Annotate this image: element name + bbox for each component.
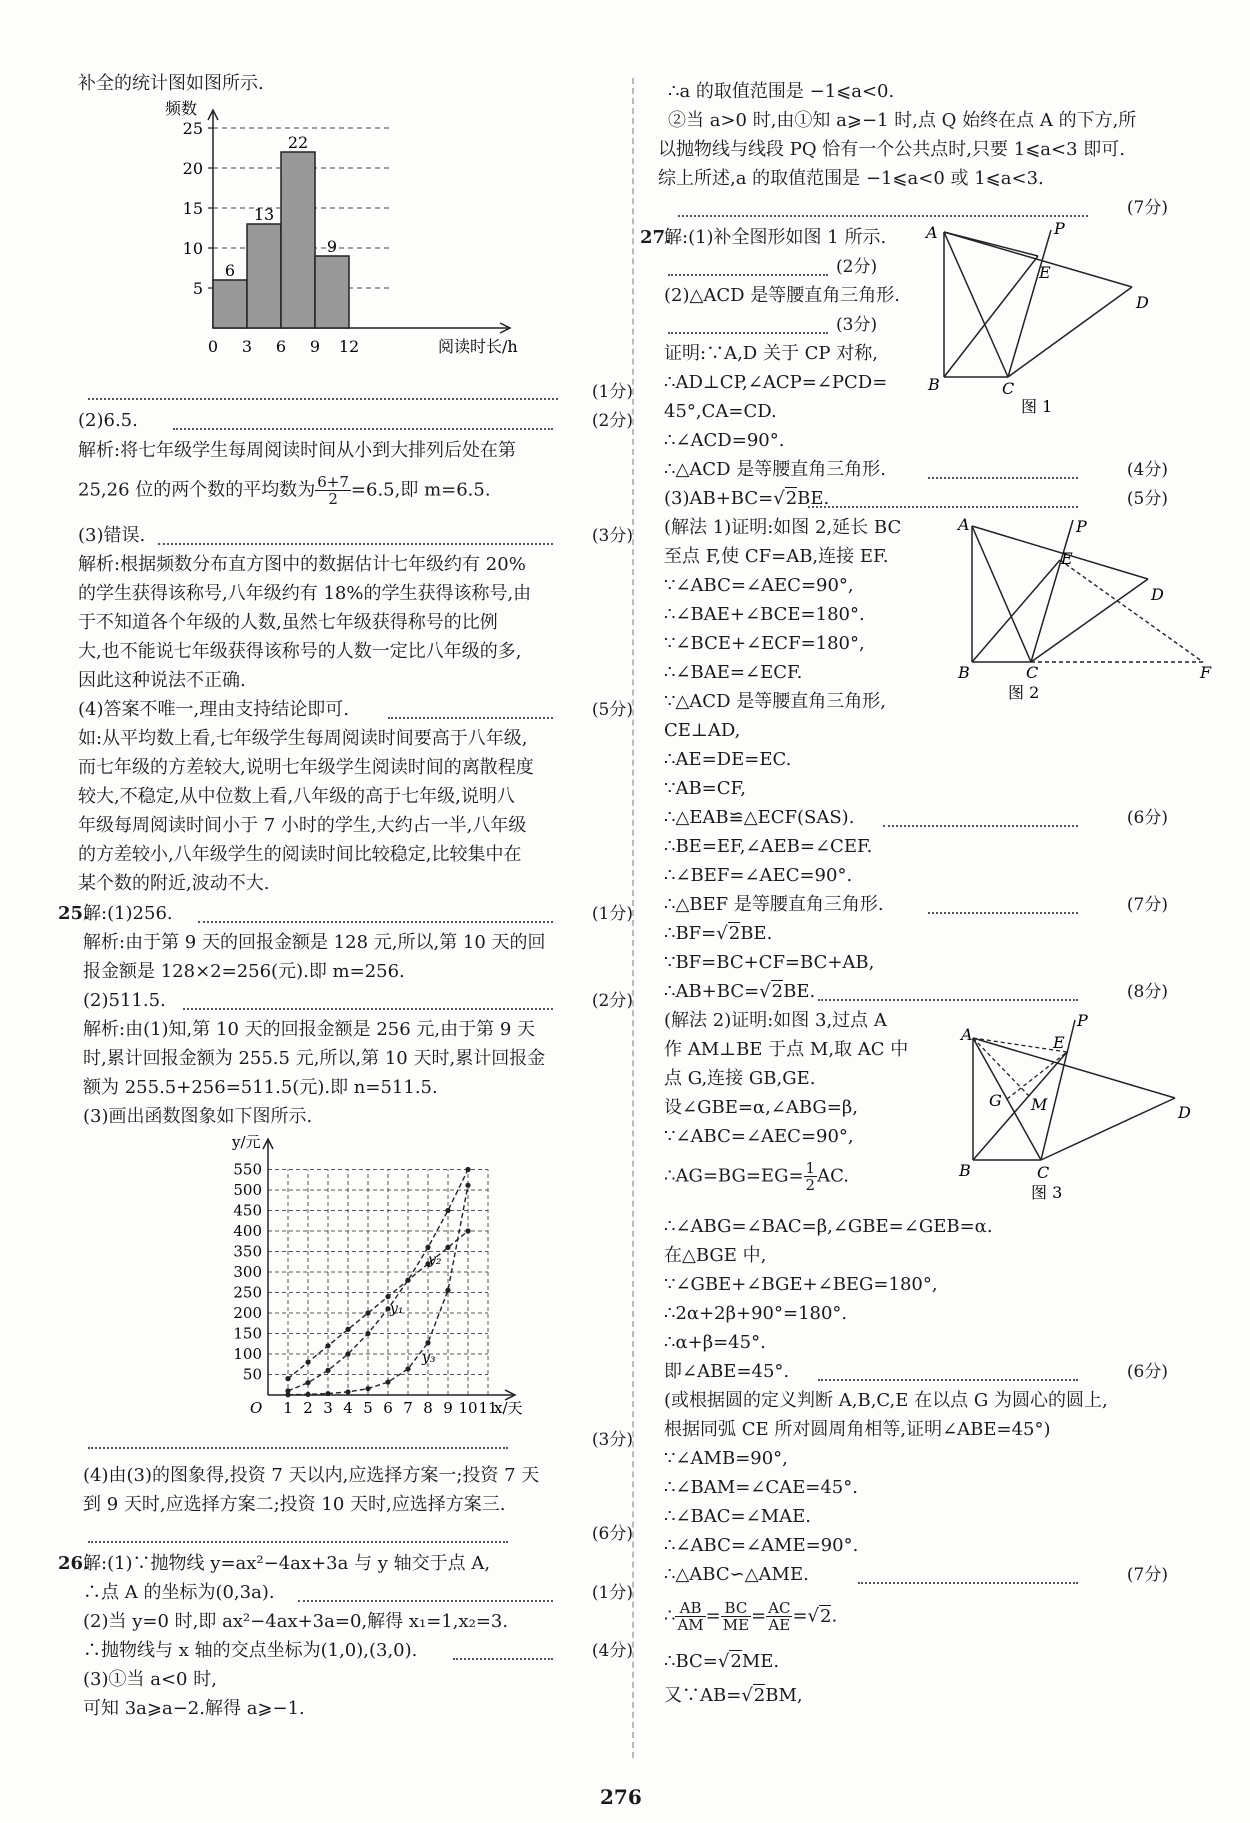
y-tick-label: 10 bbox=[182, 239, 203, 258]
answer-text: ∴抛物线与 x 轴的交点坐标为(1,0),(3,0). bbox=[83, 1640, 418, 1661]
question-number: 26. bbox=[58, 1553, 90, 1574]
x-tick-label: 12 bbox=[338, 337, 360, 356]
x-tick-label: 1 bbox=[283, 1399, 293, 1417]
point-label: D bbox=[1136, 293, 1149, 312]
proof-text: ∴α+β=45°. bbox=[664, 1332, 766, 1353]
proof-text: ∴∠BAE=∠ECF. bbox=[664, 662, 803, 683]
question-number: 25. bbox=[58, 903, 90, 924]
figure-caption: 图 2 bbox=[1008, 683, 1040, 702]
figure-1 bbox=[916, 220, 1166, 415]
score-label: (5分) bbox=[1126, 489, 1168, 509]
y-tick-label: 500 bbox=[233, 1181, 262, 1199]
analysis-text: 时,累计回报金额为 255.5 元,所以,第 10 天时,累计回报金 bbox=[83, 1048, 546, 1069]
point-label: E bbox=[1061, 549, 1073, 568]
data-point bbox=[465, 1228, 470, 1233]
point-label: C bbox=[1037, 1163, 1050, 1182]
figure-caption: 图 1 bbox=[1021, 397, 1053, 416]
y-tick-label: 150 bbox=[233, 1324, 262, 1343]
bar-value-label: 22 bbox=[287, 133, 309, 152]
y-tick-label: 350 bbox=[233, 1242, 262, 1261]
point-label: F bbox=[1200, 663, 1212, 682]
x-tick-label: 0 bbox=[207, 337, 219, 356]
proof-text: ∵∠ABC=∠AEC=90°, bbox=[664, 1126, 854, 1147]
figure-2 bbox=[958, 516, 1223, 701]
origin-label: O bbox=[250, 1399, 263, 1417]
point-label: P bbox=[1076, 517, 1087, 536]
series-label: y₂ bbox=[428, 1251, 442, 1268]
proof-text: ∵∠ABC=∠AEC=90°, bbox=[664, 575, 854, 596]
proof-text: 设∠GBE=α,∠ABG=β, bbox=[664, 1097, 859, 1118]
data-point bbox=[365, 1310, 370, 1315]
analysis-text: 的方差较小,八年级学生的阅读时间比较稳定,比较集中在 bbox=[78, 844, 522, 865]
data-point bbox=[425, 1245, 430, 1250]
y-tick-label: 50 bbox=[242, 1365, 262, 1384]
point-label: C bbox=[1026, 663, 1039, 682]
analysis-text: 因此这种说法不正确. bbox=[78, 670, 246, 691]
score-label: (2分) bbox=[836, 257, 878, 277]
histogram-bar bbox=[315, 256, 349, 328]
answer-2: (2)6.5. bbox=[78, 410, 138, 431]
data-point bbox=[285, 1376, 290, 1381]
x-tick-label: 2 bbox=[303, 1399, 313, 1417]
score-label: (7分) bbox=[1126, 1565, 1168, 1585]
point-label: B bbox=[928, 375, 940, 394]
proof-text: 在△BGE 中, bbox=[664, 1245, 767, 1266]
proof-text: ∴∠ABC=∠AME=90°. bbox=[664, 1535, 859, 1556]
data-point bbox=[385, 1379, 390, 1384]
score-label: (3分) bbox=[591, 1430, 633, 1450]
data-point bbox=[305, 1380, 310, 1385]
proof-text: ∴BF=√2BE. bbox=[664, 923, 773, 944]
score-label: (4分) bbox=[1126, 460, 1168, 480]
point-label: B bbox=[959, 1161, 971, 1180]
proof-text: ∴△EAB≌△ECF(SAS). bbox=[664, 807, 855, 828]
page-number: 276 bbox=[600, 1785, 642, 1809]
score-label: (2分) bbox=[591, 411, 633, 431]
series-label: y₁ bbox=[390, 1301, 404, 1317]
proof-text: ∴AE=DE=EC. bbox=[664, 749, 792, 770]
data-point bbox=[465, 1167, 470, 1172]
x-axis-label: 阅读时长/h bbox=[438, 337, 518, 356]
answer-4: (4)答案不唯一,理由支持结论即可. bbox=[78, 699, 349, 720]
proof-text: ∴AD⊥CP,∠ACP=∠PCD= bbox=[664, 372, 888, 393]
answer-text: 以抛物线与线段 PQ 恰有一个公共点时,只要 1⩽a<3 即可. bbox=[658, 139, 1125, 160]
y-axis-label: y/元 bbox=[232, 1133, 261, 1151]
data-point bbox=[325, 1368, 330, 1373]
point-label: G bbox=[989, 1091, 1002, 1110]
function-graph bbox=[188, 1133, 523, 1423]
answer-3: (3)错误. bbox=[78, 525, 146, 546]
proof-text: ∴∠BAC=∠MAE. bbox=[664, 1506, 811, 1527]
answer-text: (3)①当 a<0 时, bbox=[83, 1669, 217, 1690]
proof-text: ∵△ACD 是等腰直角三角形, bbox=[664, 691, 886, 712]
x-tick-label: 11 bbox=[478, 1399, 498, 1417]
analysis-text: 解析:由(1)知,第 10 天的回报金额是 256 元,由于第 9 天 bbox=[83, 1019, 536, 1040]
x-tick-label: 5 bbox=[363, 1399, 373, 1417]
score-label: (6分) bbox=[591, 1524, 633, 1544]
ratio-equation: ∴ $\frac{AB}{AM}$ = $\frac{BC}{ME}$ = $\frac{AC}{AE}$ =√2. bbox=[664, 1599, 838, 1634]
histogram-bar bbox=[213, 280, 247, 328]
data-point bbox=[345, 1351, 350, 1356]
proof-text: ∴△BEF 是等腰直角三角形. bbox=[664, 894, 884, 915]
score-label: (6分) bbox=[1126, 808, 1168, 828]
data-point bbox=[345, 1389, 350, 1394]
x-tick-label: 6 bbox=[275, 337, 287, 356]
data-point bbox=[305, 1360, 310, 1365]
answer-text: 解:(1)∵抛物线 y=ax²−4ax+3a 与 y 轴交于点 A, bbox=[83, 1553, 491, 1574]
proof-text: 即∠ABE=45°. bbox=[664, 1361, 790, 1382]
proof-text: ∴∠BEF=∠AEC=90°. bbox=[664, 865, 853, 886]
proof-text: ∴∠ABG=∠BAC=β,∠GBE=∠GEB=α. bbox=[664, 1216, 993, 1237]
histogram bbox=[138, 99, 538, 372]
proof-text: ∵∠AMB=90°, bbox=[664, 1448, 788, 1469]
answer-text: 到 9 天时,应选择方案二;投资 10 天时,应选择方案三. bbox=[83, 1494, 506, 1515]
proof-text: ∵AB=CF, bbox=[664, 778, 746, 799]
point-label: A bbox=[961, 1025, 973, 1044]
proof-text: ∴AG=BG=EG= $\frac{1}{2}$ AC. bbox=[664, 1159, 849, 1194]
answer-text: (3)AB+BC=√2BE. bbox=[664, 488, 830, 509]
data-point bbox=[365, 1386, 370, 1391]
x-tick-label: 10 bbox=[458, 1399, 478, 1417]
point-label: M bbox=[1031, 1095, 1048, 1114]
analysis-text: 如:从平均数上看,七年级学生每周阅读时间要高于八年级, bbox=[78, 728, 528, 749]
point-label: A bbox=[926, 223, 938, 242]
series-label: y₃ bbox=[422, 1350, 436, 1367]
point-label: A bbox=[958, 515, 970, 534]
figure-caption: 图 3 bbox=[1031, 1183, 1063, 1202]
score-label: (7分) bbox=[1126, 895, 1168, 915]
x-tick-label: 6 bbox=[383, 1399, 393, 1417]
point-label: E bbox=[1039, 263, 1051, 282]
y-tick-label: 25 bbox=[182, 119, 203, 138]
score-label: (2分) bbox=[591, 991, 633, 1011]
analysis-text: 年级每周阅读时间小于 7 小时的学生,大约占一半,八年级 bbox=[78, 815, 527, 836]
y-tick-label: 400 bbox=[233, 1222, 262, 1240]
proof-text: (解法 1)证明:如图 2,延长 BC bbox=[664, 517, 902, 538]
proof-text: ∴∠ACD=90°. bbox=[664, 430, 785, 451]
y-tick-label: 100 bbox=[233, 1345, 262, 1363]
analysis-text: 较大,不稳定,从中位数上看,八年级的高于七年级,说明八 bbox=[78, 786, 515, 807]
figure-3 bbox=[959, 1010, 1203, 1202]
proof-text: ∵∠GBE+∠BGE+∠BEG=180°, bbox=[664, 1274, 938, 1295]
answer-text: (4)由(3)的图象得,投资 7 天以内,应选择方案一;投资 7 天 bbox=[83, 1465, 540, 1486]
analysis-text: 解析:将七年级学生每周阅读时间从小到大排列后处在第 bbox=[78, 440, 517, 461]
proof-text: 又∵AB=√2BM, bbox=[664, 1685, 803, 1706]
analysis-text: 解析:由于第 9 天的回报金额是 128 元,所以,第 10 天的回 bbox=[83, 932, 546, 953]
y-tick-label: 250 bbox=[233, 1283, 262, 1302]
data-point bbox=[385, 1294, 390, 1299]
proof-text: (或根据圆的定义判断 A,B,C,E 在以点 G 为圆心的圆上, bbox=[664, 1390, 1108, 1411]
point-label: C bbox=[1002, 379, 1015, 398]
analysis-text: 大,也不能说七年级获得该称号的人数一定比八年级的多, bbox=[78, 641, 522, 662]
answer-text: (2)当 y=0 时,即 ax²−4ax+3a=0,解得 x₁=1,x₂=3. bbox=[83, 1611, 509, 1632]
analysis-text: 解析:根据频数分布直方图中的数据估计七年级约有 20% bbox=[78, 554, 526, 575]
score-label: (5分) bbox=[591, 700, 633, 720]
proof-text: 至点 F,使 CF=AB,连接 EF. bbox=[664, 546, 889, 567]
histogram-bar bbox=[247, 224, 281, 328]
score-label: (1分) bbox=[591, 1583, 633, 1603]
score-label: (8分) bbox=[1126, 982, 1168, 1002]
score-label: (1分) bbox=[591, 904, 633, 924]
x-tick-label: 8 bbox=[423, 1399, 433, 1417]
y-tick-label: 15 bbox=[182, 199, 203, 218]
proof-text: 证明:∵A,D 关于 CP 对称, bbox=[664, 343, 878, 364]
series-line bbox=[288, 1170, 468, 1391]
data-point bbox=[465, 1183, 470, 1188]
score-label: (7分) bbox=[1126, 198, 1168, 218]
proof-text: 点 G,连接 GB,GE. bbox=[664, 1068, 816, 1089]
data-point bbox=[445, 1245, 450, 1250]
x-tick-label: 3 bbox=[241, 337, 253, 356]
proof-text: ∴BC=√2ME. bbox=[664, 1651, 780, 1672]
question-number: 27. bbox=[640, 227, 672, 248]
analysis-text: 于不知道各个年级的人数,虽然七年级获得称号的比例 bbox=[78, 612, 498, 633]
y-axis-label: 频数 bbox=[165, 99, 198, 118]
answer-text: 解:(1)256. bbox=[83, 903, 173, 924]
analysis-text: 的学生获得该称号,八年级约有 18%的学生获得该称号,由 bbox=[78, 583, 532, 604]
answer-text: ②当 a>0 时,由①知 a⩾−1 时,点 Q 始终在点 A 的下方,所 bbox=[668, 110, 1137, 131]
y-tick-label: 5 bbox=[192, 279, 203, 298]
data-point bbox=[285, 1392, 290, 1397]
analysis-text: 额为 255.5+256=511.5(元).即 n=511.5. bbox=[83, 1077, 438, 1098]
answer-text: ∴a 的取值范围是 −1⩽a<0. bbox=[668, 81, 895, 102]
y-tick-label: 300 bbox=[233, 1263, 262, 1281]
y-tick-label: 20 bbox=[182, 159, 203, 178]
data-point bbox=[445, 1208, 450, 1213]
proof-text: 45°,CA=CD. bbox=[664, 401, 777, 422]
answer-text: 综上所述,a 的取值范围是 −1⩽a<0 或 1⩽a<3. bbox=[658, 168, 1044, 189]
proof-text: ∴△ABC∽△AME. bbox=[664, 1564, 809, 1585]
answer-text: 解:(1)补全图形如图 1 所示. bbox=[664, 227, 887, 248]
score-label: (1分) bbox=[591, 382, 633, 402]
answer-text: (3)画出函数图象如下图所示. bbox=[83, 1106, 313, 1127]
data-point bbox=[345, 1327, 350, 1332]
analysis-text: 而七年级的方差较大,说明七年级学生阅读时间的离散程度 bbox=[78, 757, 534, 778]
proof-text: ∴△ACD 是等腰直角三角形. bbox=[664, 459, 886, 480]
proof-text: (解法 2)证明:如图 3,过点 A bbox=[664, 1010, 887, 1031]
bar-value-label: 6 bbox=[224, 261, 236, 280]
y-tick-label: 450 bbox=[233, 1201, 262, 1220]
answer-text: (2)511.5. bbox=[83, 990, 166, 1011]
proof-text: ∴∠BAE+∠BCE=180°. bbox=[664, 604, 865, 625]
point-label: B bbox=[958, 663, 970, 682]
x-tick-label: 7 bbox=[403, 1399, 413, 1417]
analysis-text: 某个数的附近,波动不大. bbox=[78, 873, 270, 894]
x-tick-label: 4 bbox=[343, 1399, 353, 1417]
proof-text: ∵BF=BC+CF=BC+AB, bbox=[664, 952, 875, 973]
x-axis-label: x/天 bbox=[494, 1399, 523, 1417]
proof-text: ∴2α+2β+90°=180°. bbox=[664, 1303, 848, 1324]
proof-text: 作 AM⊥BE 于点 M,取 AC 中 bbox=[664, 1039, 909, 1060]
data-point bbox=[405, 1278, 410, 1283]
point-label: P bbox=[1077, 1011, 1088, 1030]
score-label: (4分) bbox=[591, 1641, 633, 1661]
bar-value-label: 9 bbox=[326, 237, 338, 256]
point-label: E bbox=[1053, 1033, 1065, 1052]
score-label: (6分) bbox=[1126, 1362, 1168, 1382]
analysis-text: 25,26 位的两个数的平均数为 $\frac{6+7}{2}$ =6.5,即 m=6.5. bbox=[78, 473, 491, 508]
analysis-text: 报金额是 128×2=256(元).即 m=256. bbox=[83, 961, 405, 982]
score-label: (3分) bbox=[836, 315, 878, 335]
proof-text: ∴∠BAM=∠CAE=45°. bbox=[664, 1477, 858, 1498]
answer-text: 可知 3a⩾a−2.解得 a⩾−1. bbox=[83, 1698, 305, 1719]
score-label: (3分) bbox=[591, 526, 633, 546]
data-point bbox=[425, 1340, 430, 1345]
data-point bbox=[365, 1331, 370, 1336]
data-point bbox=[325, 1343, 330, 1348]
series-line bbox=[288, 1185, 468, 1395]
proof-text: CE⊥AD, bbox=[664, 720, 741, 741]
bar-value-label: 13 bbox=[253, 205, 275, 224]
x-tick-label: 9 bbox=[443, 1399, 453, 1417]
x-tick-label: 9 bbox=[309, 337, 321, 356]
data-point bbox=[405, 1366, 410, 1371]
proof-text: ∵∠BCE+∠ECF=180°, bbox=[664, 633, 865, 654]
histogram-bar bbox=[281, 152, 315, 328]
point-label: D bbox=[1178, 1103, 1191, 1122]
point-label: P bbox=[1054, 219, 1065, 238]
answer-text: ∴点 A 的坐标为(0,3a). bbox=[83, 1582, 275, 1603]
answer-text: (2)△ACD 是等腰直角三角形. bbox=[664, 285, 900, 306]
proof-text: 根据同弧 CE 所对圆周角相等,证明∠ABE=45°) bbox=[664, 1419, 1051, 1440]
data-point bbox=[325, 1391, 330, 1396]
data-point bbox=[305, 1392, 310, 1397]
proof-text: ∴AB+BC=√2BE. bbox=[664, 981, 816, 1002]
point-label: D bbox=[1151, 585, 1164, 604]
data-point bbox=[445, 1288, 450, 1293]
intro-text: 补全的统计图如图所示. bbox=[78, 73, 264, 94]
y-tick-label: 550 bbox=[233, 1160, 262, 1179]
proof-text: ∴BE=EF,∠AEB=∠CEF. bbox=[664, 836, 873, 857]
y-tick-label: 200 bbox=[233, 1304, 262, 1322]
x-tick-label: 3 bbox=[323, 1399, 333, 1417]
